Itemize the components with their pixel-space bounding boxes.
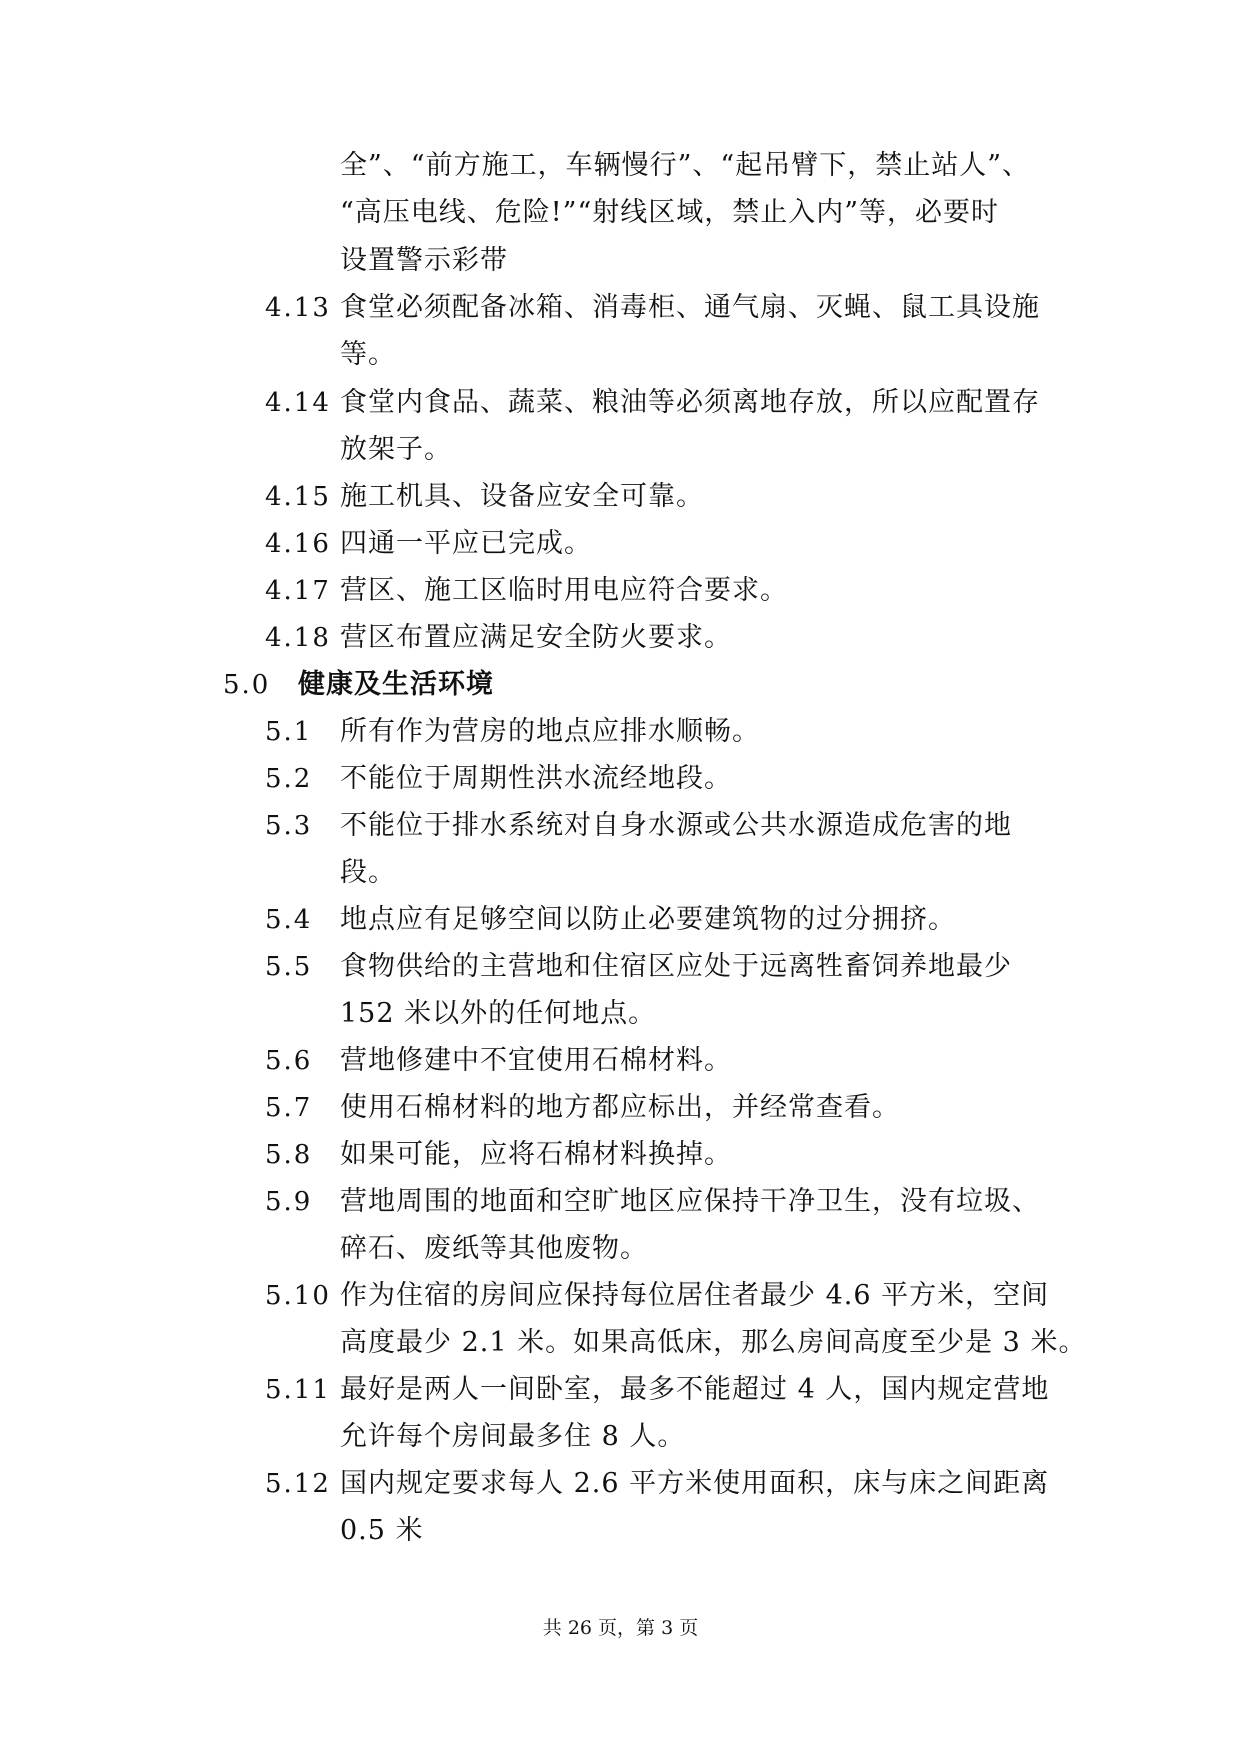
item-number: 5.11 <box>265 1375 331 1405</box>
item-text: 四通一平应已完成。 <box>340 528 592 559</box>
item-text: 如果可能，应将石棉材料换掉。 <box>340 1139 732 1170</box>
item-text: 作为住宿的房间应保持每位居住者最少 4.6 平方米，空间 <box>340 1280 1050 1311</box>
item-number: 5.8 <box>265 1140 313 1170</box>
item-number: 5.2 <box>265 764 313 794</box>
item-text: 放架子。 <box>340 434 452 465</box>
item-text: 食堂内食品、蔬菜、粮油等必须离地存放，所以应配置存 <box>340 387 1040 418</box>
item-number: 4.18 <box>265 623 331 653</box>
item-text: 不能位于周期性洪水流经地段。 <box>340 763 732 794</box>
item-text: 最好是两人一间卧室，最多不能超过 4 人，国内规定营地 <box>340 1374 1050 1405</box>
item-text: 碎石、废纸等其他废物。 <box>340 1233 648 1264</box>
item-number: 4.14 <box>265 388 331 418</box>
item-number: 4.15 <box>265 482 331 512</box>
item-text: 营区、施工区临时用电应符合要求。 <box>340 575 788 606</box>
continuation-line: 设置警示彩带 <box>340 245 508 276</box>
item-number: 5.5 <box>265 952 313 982</box>
item-number: 5.1 <box>265 717 313 747</box>
item-text: 高度最少 2.1 米。如果高低床，那么房间高度至少是 3 米。 <box>340 1327 1087 1358</box>
page-footer: 共 26 页，第 3 页 <box>542 1617 699 1639</box>
item-text: 营地修建中不宜使用石棉材料。 <box>340 1045 732 1076</box>
item-number: 5.9 <box>265 1187 313 1217</box>
item-number: 5.10 <box>265 1281 331 1311</box>
item-text: 国内规定要求每人 2.6 平方米使用面积，床与床之间距离 <box>340 1468 1050 1499</box>
item-number: 5.6 <box>265 1046 313 1076</box>
item-text: 地点应有足够空间以防止必要建筑物的过分拥挤。 <box>340 904 956 935</box>
item-text: 152 米以外的任何地点。 <box>340 998 657 1029</box>
item-number: 5.12 <box>265 1469 331 1499</box>
item-number: 4.17 <box>265 576 331 606</box>
continuation-line: “高压电线、危险!”“射线区域，禁止入内”等，必要时 <box>340 197 1000 228</box>
item-text: 0.5 米 <box>340 1515 424 1546</box>
item-number: 4.16 <box>265 529 331 559</box>
item-text: 食物供给的主营地和住宿区应处于远离牲畜饲养地最少 <box>340 951 1012 982</box>
item-number: 5.4 <box>265 905 313 935</box>
section-number: 5.0 <box>223 670 271 700</box>
item-number: 4.13 <box>265 293 331 323</box>
item-number: 5.7 <box>265 1093 313 1123</box>
item-text: 所有作为营房的地点应排水顺畅。 <box>340 716 760 747</box>
item-text: 食堂必须配备冰箱、消毒柜、通气扇、灭蝇、鼠工具设施 <box>340 292 1040 323</box>
item-text: 使用石棉材料的地方都应标出，并经常查看。 <box>340 1092 900 1123</box>
item-text: 不能位于排水系统对自身水源或公共水源造成危害的地 <box>340 810 1012 841</box>
item-text: 营区布置应满足安全防火要求。 <box>340 622 732 653</box>
item-number: 5.3 <box>265 811 313 841</box>
item-text: 段。 <box>340 857 396 888</box>
item-text: 允许每个房间最多住 8 人。 <box>340 1421 686 1452</box>
item-text: 营地周围的地面和空旷地区应保持干净卫生，没有垃圾、 <box>340 1186 1040 1217</box>
continuation-line: 全”、“前方施工，车辆慢行”、“起吊臂下，禁止站人”、 <box>340 150 1031 181</box>
item-text: 施工机具、设备应安全可靠。 <box>340 481 704 512</box>
item-text: 等。 <box>340 339 396 370</box>
section-title: 健康及生活环境 <box>298 669 494 700</box>
